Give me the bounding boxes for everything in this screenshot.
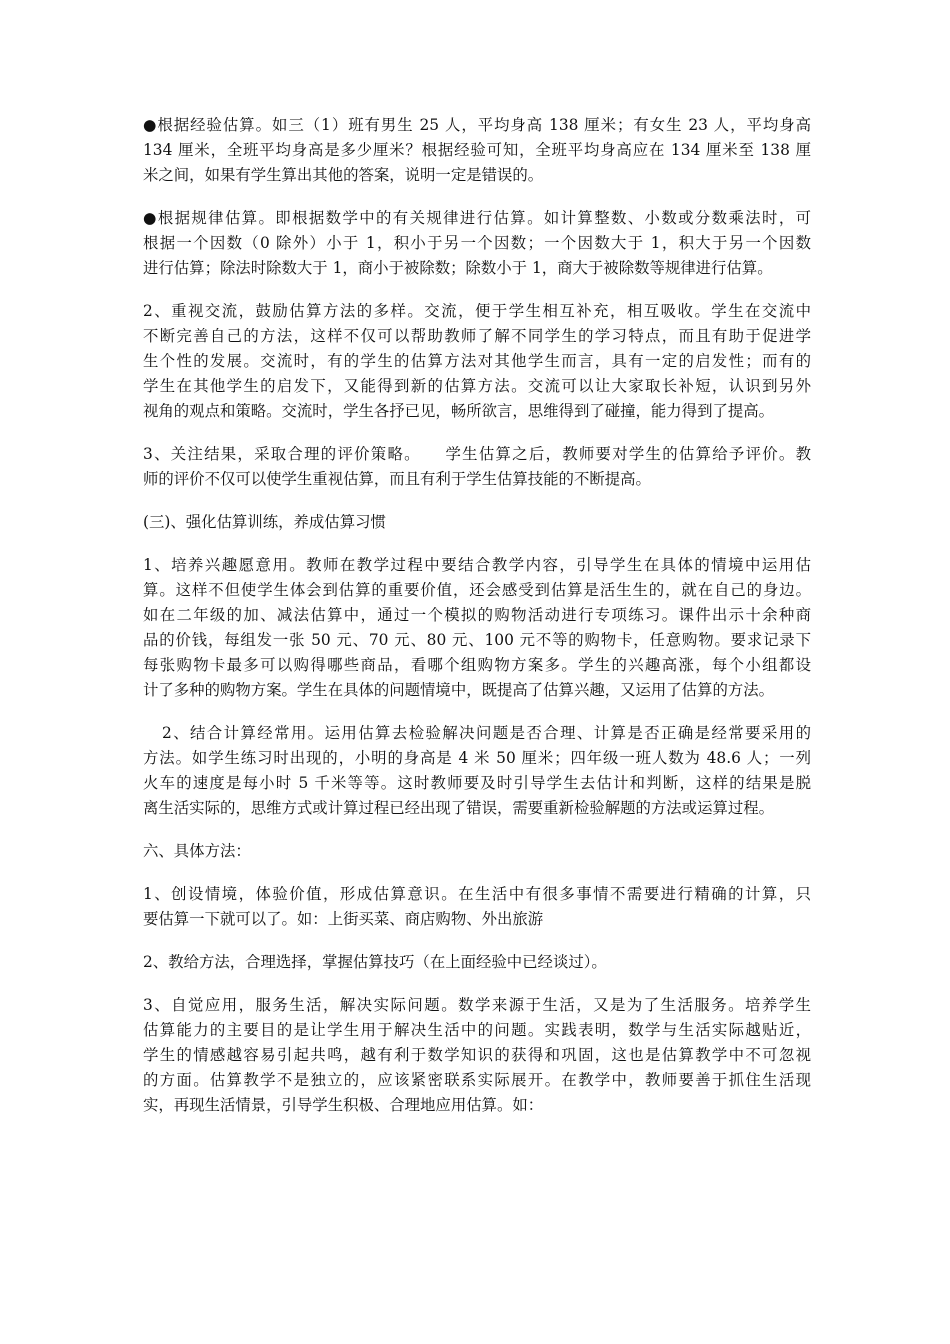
text-line: 如在二年级的加、减法估算中，通过一个模拟的购物活动进行专项练习。课件出示十余种商 — [143, 606, 811, 624]
section-heading-six — [143, 839, 811, 864]
text-line: 视角的观点和策略。交流时，学生各抒已见，畅所欲言，思维得到了碰撞，能力得到了提高。 — [143, 402, 775, 420]
text-line: 134 厘米，全班平均身高是多少厘米？根据经验可知，全班平均身高应在 134 厘米至 138 厘 — [143, 141, 811, 159]
text-line: 品的价钱，每组发一张 50 元、70 元、80 元、100 元不等的购物卡，任意购物。要求记录下 — [143, 631, 811, 649]
paragraph-estimate-by-rule — [143, 206, 811, 281]
text-line: 的方面。估算教学不是独立的，应该紧密联系实际展开。在教学中，教师要善于抓住生活现 — [143, 1071, 811, 1089]
text-line: 六、具体方法： — [143, 842, 251, 860]
text-line: 实，再现生活情景，引导学生积极、合理地应用估算。如： — [143, 1096, 544, 1114]
text-line: 火车的速度是每小时 5 千米等等。这时教师要及时引导学生去估计和判断，这样的结果是脱 — [143, 774, 811, 792]
text-line: 师的评价不仅可以使学生重视估算，而且有利于学生估算技能的不断提高。 — [143, 470, 651, 488]
paragraph-evaluation — [143, 442, 811, 492]
paragraph-interest — [143, 553, 811, 703]
text-line: 3、关注结果，采取合理的评价策略。 学生估算之后，教师要对学生的估算给予评价。教 — [143, 445, 811, 463]
text-line: (三)、强化估算训练，养成估算习惯 — [143, 513, 386, 531]
text-line: 2、重视交流，鼓励估算方法的多样。交流，便于学生相互补充，相互吸收。学生在交流中 — [143, 302, 811, 320]
text-line: 方法。如学生练习时出现的，小明的身高是 4 米 50 厘米；四年级一班人数为 48.6 人；一列 — [143, 749, 811, 767]
text-line: 进行估算；除法时除数大于 1，商小于被除数；除数小于 1，商大于被除数等规律进行估算。 — [143, 259, 773, 277]
text-line: 每张购物卡最多可以购得哪些商品，看哪个组购物方案多。学生的兴趣高涨，每个小组都设 — [143, 656, 811, 674]
text-line: 估算能力的主要目的是让学生用于解决生活中的问题。实践表明，数学与生活实际越贴近， — [143, 1021, 811, 1039]
text-line: 米之间，如果有学生算出其他的答案，说明一定是错误的。 — [143, 166, 544, 184]
text-line: 计了多种的购物方案。学生在具体的问题情境中，既提高了估算兴趣，又运用了估算的方法。 — [143, 681, 775, 699]
text-line: 不断完善自己的方法，这样不仅可以帮助教师了解不同学生的学习特点，而且有助于促进学 — [143, 327, 811, 345]
text-line: 1、创设情境，体验价值，形成估算意识。在生活中有很多事情不需要进行精确的计算，只 — [143, 885, 811, 903]
text-line: 生个性的发展。交流时，有的学生的估算方法对其他学生而言，具有一定的启发性；而有的 — [143, 352, 811, 370]
text-line: 学生在其他学生的启发下，又能得到新的估算方法。交流可以让大家取长补短，认识到另外 — [143, 377, 811, 395]
paragraph-method-one — [143, 882, 811, 932]
paragraph-exchange — [143, 299, 811, 424]
paragraph-method-two — [143, 950, 811, 975]
text-line: 离生活实际的，思维方式或计算过程已经出现了错误，需要重新检验解题的方法或运算过程。 — [143, 799, 775, 817]
text-line: 根据一个因数（0 除外）小于 1，积小于另一个因数；一个因数大于 1，积大于另一个因数 — [143, 234, 811, 252]
document-body — [143, 113, 811, 1136]
text-line: 2、教给方法，合理选择，掌握估算技巧（在上面经验中已经谈过）。 — [143, 953, 607, 971]
section-heading-three — [143, 510, 811, 535]
paragraph-combine — [143, 721, 811, 821]
text-line: 学生的情感越容易引起共鸣，越有利于数学知识的获得和巩固，这也是估算教学中不可忽视 — [143, 1046, 811, 1064]
text-line: 2、结合计算经常用。运用估算去检验解决问题是否合理、计算是否正确是经常要采用的 — [143, 724, 811, 742]
text-line: ●根据规律估算。即根据数学中的有关规律进行估算。如计算整数、小数或分数乘法时，可 — [143, 209, 811, 227]
text-line: 算。这样不但使学生体会到估算的重要价值，还会感受到估算是活生生的，就在自己的身边。 — [143, 581, 811, 599]
text-line: 1、培养兴趣愿意用。教师在教学过程中要结合教学内容，引导学生在具体的情境中运用估 — [143, 556, 811, 574]
text-line: 要估算一下就可以了。如：上街买菜、商店购物、外出旅游 — [143, 910, 544, 928]
paragraph-method-three — [143, 993, 811, 1118]
text-line: ●根据经验估算。如三（1）班有男生 25 人，平均身高 138 厘米；有女生 23 人，平均身高 — [143, 116, 811, 134]
paragraph-estimate-by-experience — [143, 113, 811, 188]
text-line: 3、自觉应用，服务生活，解决实际问题。数学来源于生活，又是为了生活服务。培养学生 — [143, 996, 811, 1014]
